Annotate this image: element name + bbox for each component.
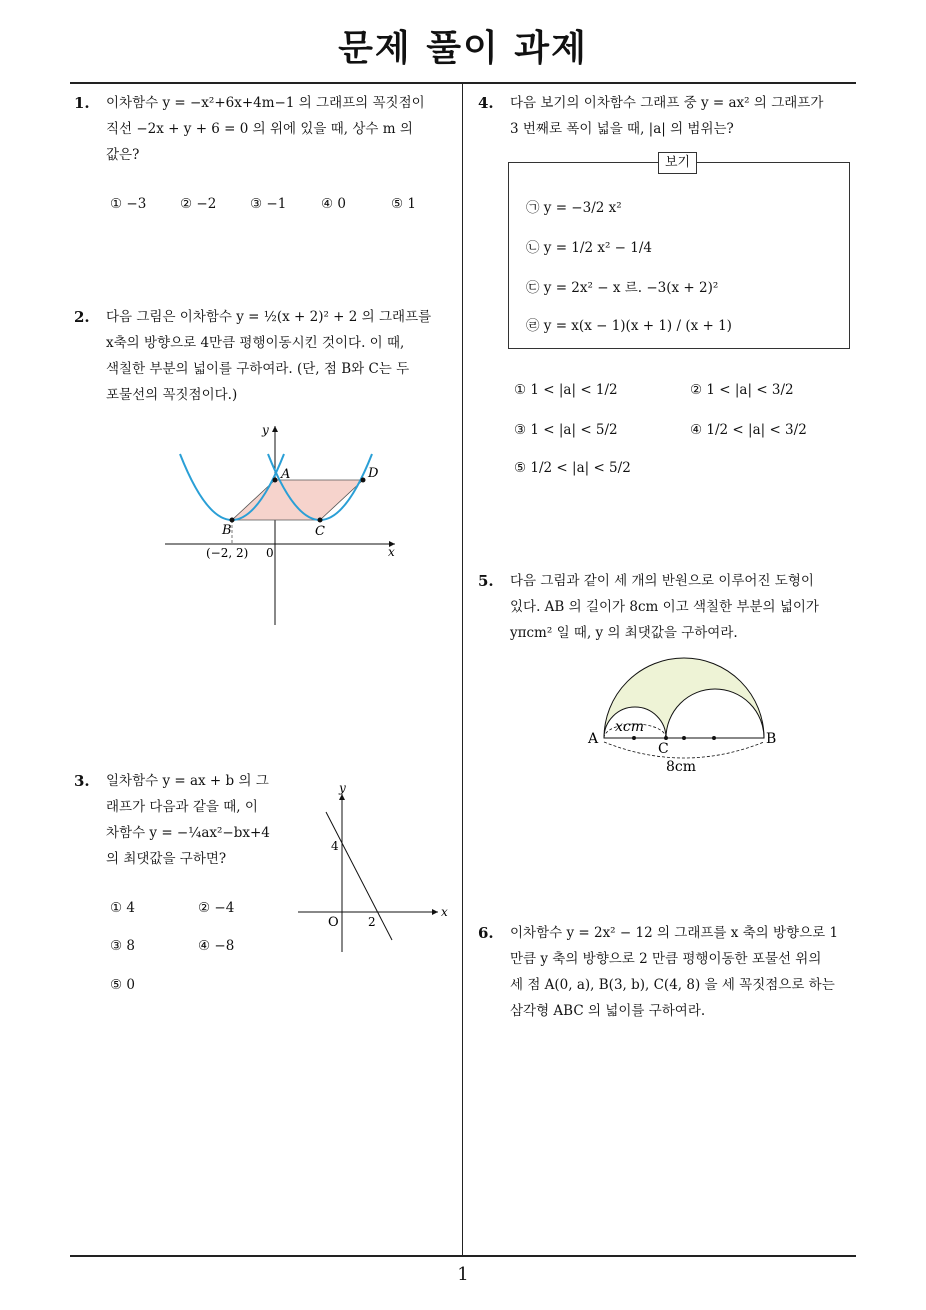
question-text-line: yπcm² 일 때, y 의 최댓값을 구하여라. [510, 625, 738, 641]
question-text-line: x축의 방향으로 4만큼 평행이동시킨 것이다. 이 때, [106, 335, 405, 351]
choice-2[interactable]: ② −4 [198, 900, 235, 916]
question-text-line: 삼각형 ABC 의 넓이를 구하여라. [510, 1003, 706, 1019]
choice-1[interactable]: ① −3 [110, 196, 147, 212]
point-label: B [222, 523, 232, 538]
point-label: A [281, 467, 291, 482]
point-label: C [315, 524, 325, 539]
origin-label: O [328, 915, 339, 930]
question-text-line: 포물선의 꼭짓점이다.) [106, 387, 238, 403]
x-intercept-label: 2 [368, 915, 376, 929]
question-text-line: 있다. AB 의 길이가 8cm 이고 색칠한 부분의 넓이가 [510, 599, 819, 615]
bogi-item: ㉢ y = 2x² − x 르. −3(x + 2)² [526, 280, 719, 296]
question-text-line: 래프가 다음과 같을 때, 이 [106, 799, 258, 815]
bogi-label: 보기 [658, 152, 697, 174]
point-b-label: B [766, 731, 777, 747]
choice-5[interactable]: ⑤ 0 [110, 977, 135, 993]
question-text-line: 이차함수 y = −x²+6x+4m−1 의 그래프의 꼭짓점이 [106, 95, 425, 111]
question-number: 4. [478, 94, 494, 112]
origin-label: 0 [266, 546, 274, 560]
question-text-line: 차함수 y = −¼ax²−bx+4 [106, 825, 270, 841]
column-divider [462, 84, 463, 1256]
question-text-line: 세 점 A(0, a), B(3, b), C(4, 8) 을 세 꼭짓점으로 하는 [510, 977, 835, 993]
question-text-line: 다음 그림은 이차함수 y = ½(x + 2)² + 2 의 그래프를 [106, 309, 432, 325]
semicircle-figure [582, 650, 782, 775]
question-text-line: 의 최댓값을 구하면? [106, 851, 227, 867]
y-axis-label: y [262, 423, 269, 437]
page-title: 문제 풀이 과제 [338, 28, 588, 69]
choice-4[interactable]: ④ 0 [321, 196, 346, 212]
choice-5[interactable]: ⑤ 1 [391, 196, 416, 212]
shaded-parallelogram [232, 480, 363, 520]
bogi-item: ㉠ y = −3/2 x² [526, 200, 622, 216]
page-number: 1 [457, 1264, 469, 1285]
bogi-item: ㉣ y = x(x − 1)(x + 1) / (x + 1) [526, 318, 732, 334]
choice-1[interactable]: ① 4 [110, 900, 135, 916]
point-c-label: C [658, 741, 669, 757]
line-graph-figure [296, 780, 456, 960]
choice-3[interactable]: ③ 8 [110, 938, 135, 954]
choice-2[interactable]: ② 1 < |a| < 3/2 [690, 382, 794, 398]
small-diameter-label: xcm [615, 719, 645, 735]
question-text-line: 3 번째로 폭이 넓을 때, |a| 의 범위는? [510, 121, 734, 137]
choice-4[interactable]: ④ −8 [198, 938, 235, 954]
question-text-line: 일차함수 y = ax + b 의 그 [106, 773, 269, 789]
question-number: 1. [74, 94, 90, 112]
total-length-label: 8cm [666, 759, 697, 775]
y-axis-label: y [339, 781, 346, 795]
question-text-line: 이차함수 y = 2x² − 12 의 그래프를 x 축의 방향으로 1 [510, 925, 839, 941]
question-text-line: 다음 보기의 이차함수 그래프 중 y = ax² 의 그래프가 [510, 95, 824, 111]
question-number: 2. [74, 308, 90, 326]
question-text-line: 직선 −2x + y + 6 = 0 의 위에 있을 때, 상수 m 의 [106, 121, 413, 137]
top-rule [70, 82, 856, 84]
point-label: D [368, 466, 379, 481]
x-axis-label: x [441, 905, 448, 919]
point-a-label: A [588, 731, 599, 747]
question-text-line: 만큼 y 축의 방향으로 2 만큼 평행이동한 포물선 위의 [510, 951, 822, 967]
choice-3[interactable]: ③ 1 < |a| < 5/2 [514, 422, 618, 438]
choice-4[interactable]: ④ 1/2 < |a| < 3/2 [690, 422, 807, 438]
question-number: 5. [478, 572, 494, 590]
choice-3[interactable]: ③ −1 [250, 196, 287, 212]
choice-1[interactable]: ① 1 < |a| < 1/2 [514, 382, 618, 398]
x-axis-label: x [388, 545, 395, 559]
bottom-rule [70, 1255, 856, 1257]
bogi-item: ㉡ y = 1/2 x² − 1/4 [526, 240, 652, 256]
choice-2[interactable]: ② −2 [180, 196, 217, 212]
question-text-line: 색칠한 부분의 넓이를 구하여라. (단, 점 B와 C는 두 [106, 361, 410, 377]
y-intercept-label: 4 [331, 839, 339, 853]
question-text-line: 값은? [106, 147, 140, 163]
parabola-figure [160, 420, 400, 630]
question-number: 6. [478, 924, 494, 942]
point-b-coordinate: (−2, 2) [206, 546, 249, 560]
question-text-line: 다음 그림과 같이 세 개의 반원으로 이루어진 도형이 [510, 573, 814, 589]
choice-5[interactable]: ⑤ 1/2 < |a| < 5/2 [514, 460, 631, 476]
question-number: 3. [74, 772, 90, 790]
